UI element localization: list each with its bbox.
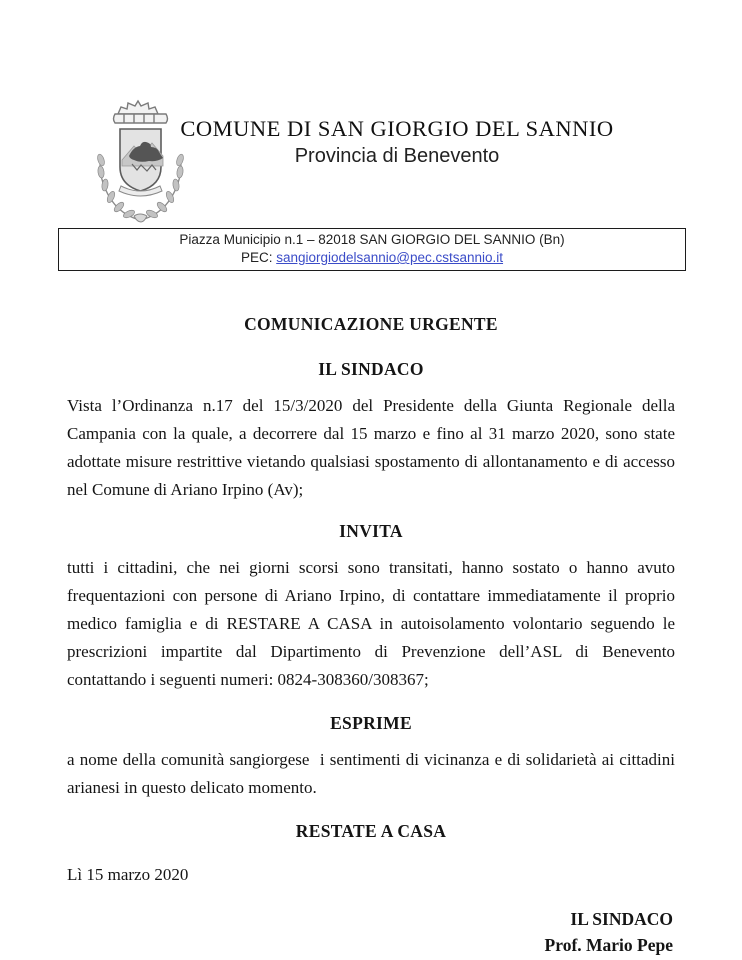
- pec-email-link[interactable]: sangiorgiodelsannio@pec.cstsannio.it: [276, 250, 504, 265]
- signature-block: [67, 906, 675, 958]
- pec-line: [59, 249, 685, 267]
- paragraph-vista-ordinanza: Vista l’Ordinanza n.17 del 15/3/2020 del Presidente della Giunta Regionale della Campania con la quale, a decorrere dal 15 marzo e fino al 31 marzo 2020, sono state adottate misure restrittive vietando qualsiasi spostamento di allontanamento e di accesso nel Comune di Ariano Irpino (Av);: [67, 396, 675, 499]
- province-name: Provincia di Benevento: [294, 145, 500, 167]
- heading-esprime: ESPRIME: [330, 713, 412, 733]
- paragraph-esprime: a nome della comunità sangiorgese i sentimenti di vicinanza e di solidarietà ai cittadini arianesi in questo delicato momento.: [67, 750, 675, 797]
- paragraph-invita: tutti i cittadini, che nei giorni scorsi sono transitati, hanno sostato o hanno avuto frequentazioni con persone di Ariano Irpino, di contattare immediatamente il proprio medico famiglia e di RESTARE A CASA in autoisolamento volontario seguendo le prescrizioni impartite dal Dipartimento di Prevenzione dell’ASL di Benevento contattando i seguenti numeri: 0824-308360/308367;: [67, 558, 675, 689]
- heading-invita: INVITA: [339, 521, 403, 541]
- communication-title: COMUNICAZIONE URGENTE: [244, 314, 498, 334]
- signature-title: IL SINDACO: [570, 909, 673, 929]
- signature-name: Prof. Mario Pepe: [544, 935, 673, 955]
- heading-restate-a-casa: RESTATE A CASA: [295, 821, 447, 841]
- letter-body: [67, 268, 675, 958]
- letterhead-titles: [120, 116, 674, 168]
- address-box: [58, 228, 686, 271]
- date-line: Lì 15 marzo 2020: [67, 865, 189, 884]
- pec-label: PEC:: [240, 250, 277, 265]
- letterhead: [0, 98, 742, 228]
- heading-il-sindaco: IL SINDACO: [318, 359, 424, 379]
- address-line: Piazza Municipio n.1 – 82018 SAN GIORGIO DEL SANNIO (Bn): [179, 232, 565, 247]
- municipality-name: COMUNE DI SAN GIORGIO DEL SANNIO: [180, 116, 614, 141]
